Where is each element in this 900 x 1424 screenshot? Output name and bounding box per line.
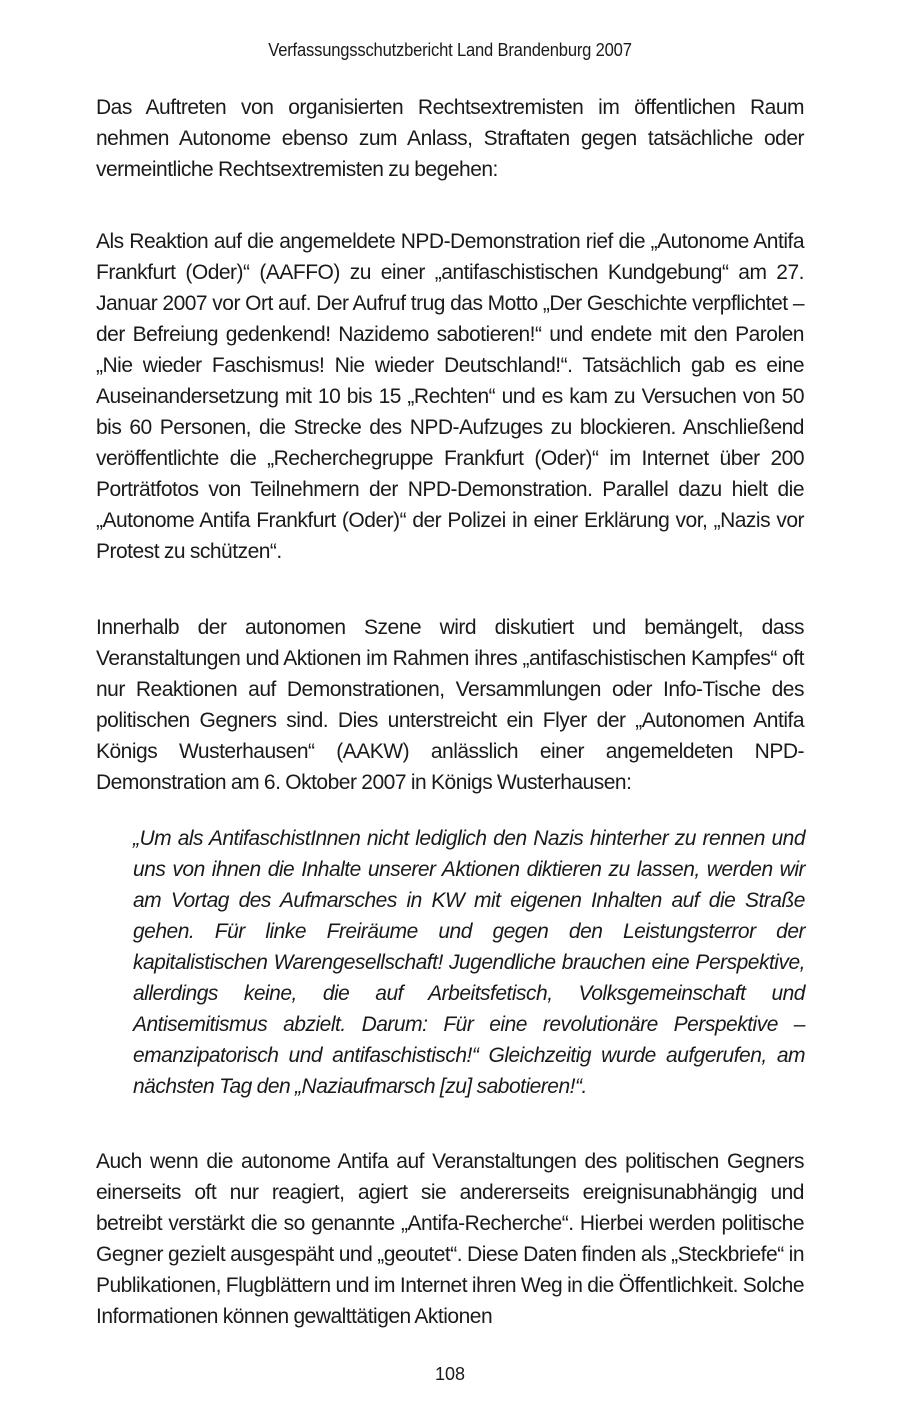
paragraph-antifa-recherche	[96, 1146, 804, 1332]
running-header: Verfassungsschutzbericht Land Brandenburg 2007	[268, 40, 632, 60]
paragraph-aaffo-kundgebung	[96, 226, 804, 567]
paragraph-text: Das Auftreten von organisierten Rechtsextremisten im öffentlichen Raum nehmen Autonome ebenso zum Anlass, Straftaten gegen tatsächliche oder vermeintliche Rechtsextremisten zu begehen:	[96, 96, 804, 181]
paragraph-text: Als Reaktion auf die angemeldete NPD-Demonstration rief die „Autonome Antifa Frankfurt (Oder)“ (AAFFO) zu einer „antifaschistischen Kundgebung“ am 27. Januar 2007 vor Ort auf. Der Aufruf trug das Motto „Der Geschichte verpflichtet – der Befreiung gedenkend! Nazidemo sabotieren!“ und endete mit den Parolen „Nie wieder Faschismus! Nie wieder Deutschland!“. Tatsächlich gab es eine Auseinandersetzung mit 10 bis 15 „Rechten“ und es kam zu Versuchen von 50 bis 60 Personen, die Strecke des NPD-Aufzuges zu blockieren. Anschließend veröffentlichte die „Recherchegruppe Frankfurt (Oder)“ im Internet über 200 Porträtfotos von Teilnehmern der NPD-Demonstration. Parallel dazu hielt die „Autonome Antifa Frankfurt (Oder)“ der Polizei in einer Erklärung vor, „Nazis vor Protest zu schützen“.	[96, 230, 804, 563]
paragraph-text: Auch wenn die autonome Antifa auf Veranstaltungen des politischen Gegners einerseits oft nur reagiert, agiert sie andererseits ereignisunabhängig und betreibt verstärkt die so genannte „Antifa-Recherche“. Hierbei werden politische Gegner gezielt ausgespäht und „geoutet“. Diese Daten finden als „Steckbriefe“ in Publikationen, Flugblättern und im Internet ihren Weg in die Öffentlichkeit. Solche Informationen können gewalttätigen Aktionen	[96, 1150, 804, 1328]
page-number: 108	[434, 1364, 466, 1384]
paragraph-autonome-szene	[96, 612, 804, 798]
block-quote-aakw-flyer	[133, 823, 805, 1102]
paragraph-text: Innerhalb der autonomen Szene wird diskutiert und bemängelt, dass Veranstaltungen und Aktionen im Rahmen ihres „antifaschistischen Kampfes“ oft nur Reaktionen auf Demonstrationen, Versammlungen oder Info-Tische des politischen Gegners sind. Dies unterstreicht ein Flyer der „Autonomen Antifa Königs Wusterhausen“ (AAKW) anlässlich einer angemeldeten NPD-Demonstration am 6. Oktober 2007 in Königs Wusterhausen:	[96, 616, 804, 794]
quote-text: „Um als AntifaschistInnen nicht lediglich den Nazis hinterher zu rennen und uns von ihnen die Inhalte unserer Aktionen diktieren zu lassen, werden wir am Vortag des Aufmarsches in KW mit eigenen Inhalten auf die Straße gehen. Für linke Freiräume und gegen den Leistungsterror der kapitalistischen Warengesellschaft! Jugendliche brauchen eine Perspektive, allerdings keine, die auf Arbeitsfetisch, Volksgemeinschaft und Antisemitismus abzielt. Darum: Für eine revolutionäre Perspektive – emanzipatorisch und antifaschistisch!“ Gleichzeitig wurde aufgerufen, am nächsten Tag den „Naziaufmarsch [zu] sabotieren!“.	[133, 827, 805, 1098]
paragraph-autonome-anlass	[96, 92, 804, 185]
